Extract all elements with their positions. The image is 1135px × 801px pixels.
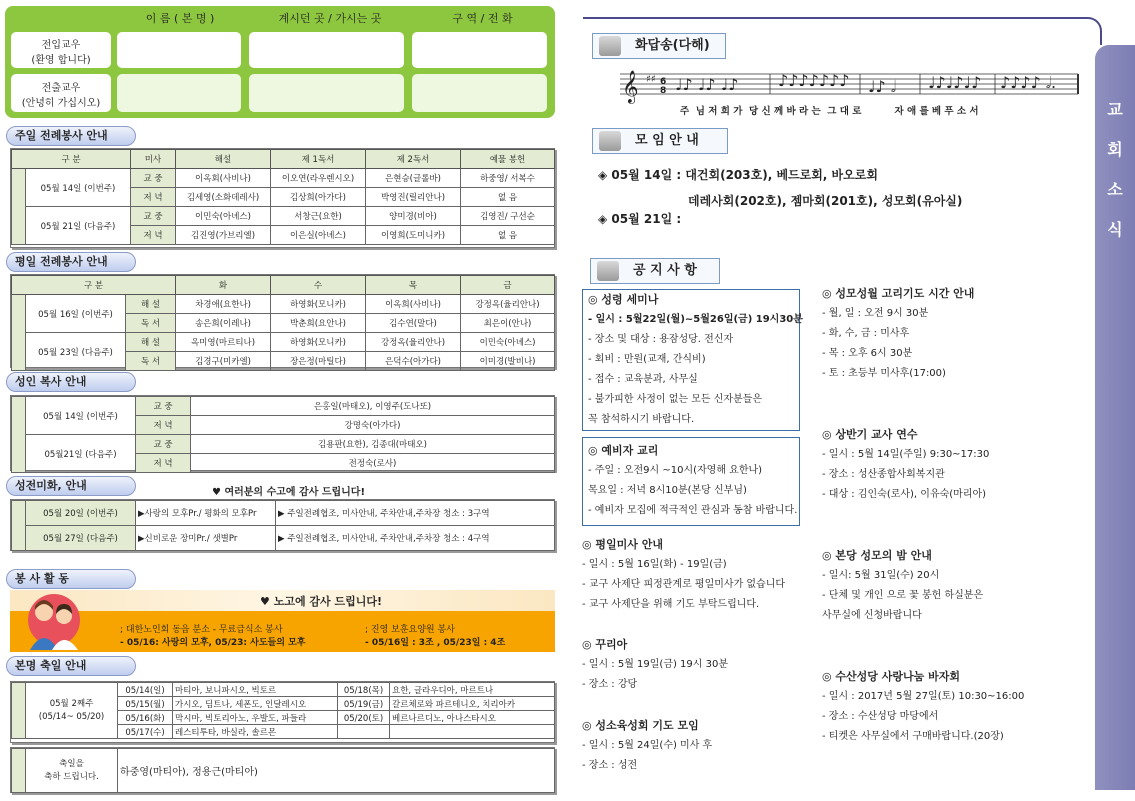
meetings-title-text: 모 임 안 내 (635, 133, 699, 148)
weekday-cell: 최은이(안나) (461, 314, 555, 333)
sunday-table (11, 149, 555, 245)
nameday-saints: 요한, 글라우디아, 마르트나 (390, 683, 555, 697)
adult-cell: 교 중 (136, 397, 191, 416)
adult-cell: 저 녁 (136, 416, 191, 435)
music-notation-icon (620, 66, 1080, 106)
sunday-cell: 교 중 (131, 169, 176, 188)
notice-line: - 회비 : 만원(교재, 간식비) (588, 354, 706, 365)
notice-line: - 일시 : 2017년 5월 27일(토) 10:30~16:00 (822, 691, 1025, 702)
jesus-portrait-icon (599, 36, 621, 56)
sunday-cell: 김영진/ 구선순 (461, 207, 555, 226)
adult-title: 성인 복사 안내 (6, 372, 136, 392)
notice-line: 꼭 참석하시기 바랍니다. (588, 414, 695, 425)
nameday-saints: 레스티투타, 바실라, 솔르몬 (173, 725, 338, 739)
adult-cell: 저 녁 (136, 454, 191, 473)
notice-line: - 불가피한 사정이 없는 모든 신자분들은 (588, 394, 763, 405)
family-illustration (16, 592, 90, 652)
meetings-line-2: 데레사회(202호), 젬마회(201호), 성모회(유아실) (688, 194, 963, 208)
sunday-cell: 김세영(소화데레사) (176, 188, 271, 207)
spacer (12, 295, 26, 371)
svg-text:♩♪ ♩♪ ♩♪: ♩♪ ♩♪ ♩♪ (675, 75, 739, 94)
adult-cell: 전정숙(로사) (191, 454, 555, 473)
svg-text:♩♪♩♪♩♪: ♩♪♩♪♩♪ (928, 73, 982, 92)
response-title (592, 33, 726, 59)
spacer (12, 749, 26, 793)
weekday-cell: 독 서 (126, 314, 176, 333)
side-tab-char: 소 (1107, 180, 1123, 199)
weekday-cell: 장은정(마틸다) (271, 352, 366, 371)
weekday-table (11, 275, 555, 371)
outgoing-place-cell (249, 74, 404, 112)
service-title: 봉 사 활 동 (6, 569, 136, 589)
music-staff (620, 66, 1080, 106)
service-right-2: - 05/16일 : 3조 , 05/23일 : 4조 (365, 638, 506, 648)
nameday-date: 05/19(금) (338, 697, 390, 711)
nameday-saints: 가시오, 딤트나, 세폰도, 인달레시오 (173, 697, 338, 711)
notice-head: ◎ 꾸리아 (582, 638, 628, 651)
notices-title-text: 공 지 사 항 (633, 263, 697, 278)
adult-cell: 강명숙(아가다) (191, 416, 555, 435)
sunday-week-date: 05월 14일 (이번주) (26, 169, 131, 207)
notice-line: - 일시 : 5월 16일(화) - 19일(금) (582, 559, 727, 570)
weekday-cell: 해 설 (126, 295, 176, 314)
sunday-cell: 이영희(도미니카) (366, 226, 461, 245)
incoming-place-cell (249, 32, 404, 68)
nameday-date: 05/17(수) (118, 725, 173, 739)
service-left-2: - 05/16: 사랑의 모후, 05/23: 사도들의 모후 (120, 638, 306, 648)
notice-marian-night (822, 546, 983, 626)
notice-line: - 일시 : 5월22일(월)~5월26일(금) 19시30분 (588, 314, 803, 325)
nameday-title: 본명 축일 안내 (6, 656, 136, 676)
weekday-cell: 이민숙(아녜스) (461, 333, 555, 352)
weekday-cell: 하영화(모니카) (271, 333, 366, 352)
incoming-district-cell (412, 32, 547, 68)
notice-line: - 주일 : 오전9시 ~10시(자영해 요한나) (588, 465, 763, 476)
notice-head: ◎ 성령 세미나 (588, 293, 659, 306)
family-icon (16, 592, 90, 652)
adult-cell: 은홍일(마태오), 이영주(도나또) (191, 397, 555, 416)
greeting-box (5, 6, 555, 118)
meetings-line-1: ◈ 05월 14일 : 대건회(203호), 베드로회, 바오로회 (598, 168, 878, 182)
nameday-saints: 마티아, 보니파시오, 빅토르 (173, 683, 338, 697)
adult-week-date: 05월21일 (다음주) (26, 435, 136, 473)
notice-line: - 장소 및 대상 : 용잠성당. 전신자 (588, 334, 734, 345)
spacer (12, 501, 26, 551)
service-left-1: ; 대한노인회 동읍 분소 - 무료급식소 봉사 (120, 625, 283, 635)
right-frame-top (583, 17, 1083, 19)
notice-line: - 장소 : 강당 (582, 679, 638, 690)
notice-line: - 일시 : 5월 19일(금) 19시 30분 (582, 659, 729, 670)
weekday-cell: 이미경(발비나) (461, 352, 555, 371)
sunday-cell: 김진영(가브리엘) (176, 226, 271, 245)
congrats-wrap (10, 747, 555, 793)
notice-line: - 교구 사제단 피정관계로 평일미사가 없습니다 (582, 579, 786, 590)
jesus-portrait-icon (597, 261, 619, 281)
notice-head: ◎ 상반기 교사 연수 (822, 428, 918, 441)
sunday-head-3: 제 1독서 (271, 150, 366, 169)
notice-line: - 토 : 초등부 미사후(17:00) (822, 368, 946, 379)
sunday-cell: 이오연(라우렌시오) (271, 169, 366, 188)
side-tab-char: 회 (1107, 140, 1123, 159)
side-tab-char: 식 (1107, 220, 1123, 239)
incoming-label (11, 32, 111, 68)
notice-line: - 예비자 모집에 적극적인 관심과 동참 바랍니다. (588, 505, 798, 516)
sunday-week-date: 05월 21일 (다음주) (26, 207, 131, 245)
weekday-cell: 은덕수(아가다) (366, 352, 461, 371)
svg-text:♪♪♪♪♪♪♪: ♪♪♪♪♪♪♪ (778, 71, 850, 90)
notice-seminar (588, 290, 803, 430)
adult-cell: 교 중 (136, 435, 191, 454)
response-lyrics: 주 님 저 희 가 당 신 께 바 라 는 그 대 로 자 애 를 베 푸 소 서 (680, 106, 979, 117)
notices-title (590, 258, 720, 284)
notice-line: - 단체 및 개인 으로 꽃 봉헌 하실분은 (822, 590, 984, 601)
notice-head: ◎ 성소육성회 기도 모임 (582, 719, 699, 732)
notice-line: - 일시 : 5월 14일(주일) 9:30~17:30 (822, 449, 990, 460)
weekday-head-3: 목 (366, 276, 461, 295)
svg-text:8: 8 (660, 86, 667, 96)
nameday-date: 05/20(토) (338, 711, 390, 725)
adult-cell: 김용판(요한), 김종대(마태오) (191, 435, 555, 454)
nameday-table-wrap (10, 681, 555, 743)
sunday-head-4: 제 2독서 (366, 150, 461, 169)
nameday-date (338, 725, 390, 739)
sunday-cell: 서창근(요한) (271, 207, 366, 226)
notice-line: - 교구 사제단을 위해 기도 부탁드립니다. (582, 599, 760, 610)
notice-vocation (582, 716, 712, 776)
notice-line: - 장소 : 성산종합사회복지관 (822, 469, 945, 480)
sunday-cell: 양미경(비아) (366, 207, 461, 226)
sunday-cell: 이민숙(아녜스) (176, 207, 271, 226)
cleaning-area: ▶ 주일전례협조, 미사안내, 주차안내,주차장 청소 : 3구역 (276, 501, 555, 526)
notice-line: 목요일 : 저녁 8시10분(본당 신부님) (588, 485, 747, 496)
incoming-name-cell (117, 32, 241, 68)
svg-text:♯♯: ♯♯ (646, 74, 656, 85)
cleaning-title: 성전미화, 안내 (6, 476, 136, 496)
notice-head: ◎ 성모성월 고리기도 시간 안내 (822, 287, 975, 300)
weekday-title: 평일 전례봉사 안내 (6, 252, 136, 272)
nameday-period (26, 683, 118, 739)
weekday-cell: 독 서 (126, 352, 176, 371)
cleaning-table (11, 500, 555, 551)
right-frame-corner (1080, 17, 1102, 45)
notice-line: - 티켓은 사무실에서 구매바랍니다.(20장) (822, 731, 1004, 742)
nameday-saints (390, 725, 555, 739)
sunday-cell: 없 음 (461, 226, 555, 245)
outgoing-label-2: (안녕히 가십시오) (21, 98, 101, 109)
congrats-people: 하중영(마티아), 정용근(마티아) (118, 749, 555, 793)
sunday-cell: 하중영/ 서복수 (461, 169, 555, 188)
sunday-cell: 은현승(글롤바) (366, 169, 461, 188)
weekday-cell: 김경구(미카엘) (176, 352, 271, 371)
weekday-head-1: 화 (176, 276, 271, 295)
notice-line: - 목 : 오후 6시 30분 (822, 348, 913, 359)
sunday-head-2: 해설 (176, 150, 271, 169)
side-tab (1095, 45, 1135, 790)
sunday-table-wrap (10, 148, 555, 248)
notice-line: - 월, 일 : 오전 9시 30분 (822, 308, 929, 319)
nameday-period-2: (05/14~ 05/20) (38, 711, 105, 722)
notice-line: - 화, 수, 금 : 미사후 (822, 328, 910, 339)
sunday-cell: 이은실(아녜스) (271, 226, 366, 245)
outgoing-label-1: 전출교우 (41, 83, 81, 94)
sunday-cell: 이옥회(사비나) (176, 169, 271, 188)
spacer (12, 169, 26, 245)
weekday-cell: 송은희(이레나) (176, 314, 271, 333)
response-title-text: 화답송(다해) (635, 38, 710, 53)
adult-table (11, 396, 555, 473)
weekday-cell: 해 설 (126, 333, 176, 352)
nameday-date: 05/15(월) (118, 697, 173, 711)
outgoing-district-cell (412, 74, 547, 112)
congrats-label (26, 749, 118, 793)
greeting-header-name: 이 름 ( 본 명 ) (145, 12, 215, 25)
weekday-head-0: 구 분 (12, 276, 176, 295)
cleaning-team: ▶신비로운 장미Pr./ 샛별Pr (136, 526, 276, 551)
weekday-cell: 이옥희(사비나) (366, 295, 461, 314)
notice-rosary (822, 284, 974, 384)
service-thanks: ♥ 노고에 감사 드립니다! (260, 595, 382, 608)
meetings-title (592, 128, 728, 154)
notice-bazaar (822, 667, 1024, 747)
meetings-line-3: ◈ 05월 21일 : (598, 212, 682, 226)
sunday-cell: 저 녁 (131, 188, 176, 207)
notice-curia (582, 635, 728, 695)
weekday-head-2: 수 (271, 276, 366, 295)
weekday-cell: 강정옥(율리안나) (461, 295, 555, 314)
outgoing-name-cell (117, 74, 241, 112)
cleaning-table-wrap (10, 499, 555, 551)
sunday-cell: 박영진(릴리안나) (366, 188, 461, 207)
sunday-cell: 없 음 (461, 188, 555, 207)
svg-text:♪♪♪♪ 𝅗𝅥.: ♪♪♪♪ 𝅗𝅥. (1000, 73, 1057, 92)
weekday-week-date: 05월 16일 (이번주) (26, 295, 126, 333)
weekday-cell: 김수연(말다) (366, 314, 461, 333)
notice-line: - 장소 : 성전 (582, 760, 638, 771)
notice-teacher (822, 425, 989, 505)
notice-weekday-mass (582, 535, 785, 615)
weekday-cell: 옥미영(마르티나) (176, 333, 271, 352)
spacer (12, 397, 26, 473)
cleaning-area: ▶ 주일전례협조, 미사안내, 주차안내,주차장 청소 : 4구역 (276, 526, 555, 551)
greeting-header-district: 구 역 / 전 화 (452, 12, 513, 25)
sunday-head-5: 예물 봉헌 (461, 150, 555, 169)
notice-head: ◎ 수산성당 사랑나눔 바자회 (822, 670, 960, 683)
cleaning-thanks: ♥ 여러분의 수고에 감사 드립니다! (212, 487, 366, 498)
adult-week-date: 05월 14일 (이번주) (26, 397, 136, 435)
nameday-date: 05/18(목) (338, 683, 390, 697)
notice-line: - 일시: 5월 31일(수) 20시 (822, 570, 940, 581)
sunday-head-0: 구 분 (12, 150, 131, 169)
svg-text:𝄞: 𝄞 (622, 70, 639, 103)
weekday-head-4: 금 (461, 276, 555, 295)
cleaning-date: 05월 20일 (이번주) (26, 501, 136, 526)
nameday-saints: 갈르체로와 파르테니오, 치리아카 (390, 697, 555, 711)
weekday-week-date: 05월 23일 (다음주) (26, 333, 126, 371)
notice-head: ◎ 평일미사 안내 (582, 538, 664, 551)
sunday-cell: 저 녁 (131, 226, 176, 245)
weekday-cell: 강정옥(율리안나) (366, 333, 461, 352)
svg-text:♩♪ 𝅗𝅥: ♩♪ 𝅗𝅥 (868, 77, 896, 96)
notice-line: - 접수 : 교육분과, 사무실 (588, 374, 698, 385)
svg-text:6: 6 (660, 77, 667, 87)
incoming-label-1: 전입교우 (41, 40, 81, 51)
service-right-1: ; 진영 보훈요양원 봉사 (365, 625, 455, 635)
congrats-table (11, 748, 555, 793)
sunday-head-1: 미사 (131, 150, 176, 169)
notice-head: ◎ 예비자 교리 (588, 444, 659, 457)
cleaning-date: 05월 27일 (다음주) (26, 526, 136, 551)
adult-table-wrap (10, 395, 555, 471)
nameday-date: 05/16(화) (118, 711, 173, 725)
nameday-saints: 막시마, 빅토리아노, 우발도, 파들라 (173, 711, 338, 725)
weekday-table-wrap (10, 274, 555, 368)
notice-line: - 일시 : 5월 24일(수) 미사 후 (582, 740, 713, 751)
sunday-cell: 김상희(아가다) (271, 188, 366, 207)
congrats-label-2: 축하 드립니다. (44, 771, 99, 782)
notice-head: ◎ 본당 성모의 밤 안내 (822, 549, 932, 562)
notice-line: 사무실에 신청바랍니다 (822, 610, 922, 621)
nameday-saints: 베르나르디노, 아나스타시오 (390, 711, 555, 725)
sunday-cell: 교 중 (131, 207, 176, 226)
notice-line: - 장소 : 수산성당 마당에서 (822, 711, 939, 722)
congrats-label-1: 축일을 (59, 758, 84, 769)
cleaning-team: ▶사랑의 모후Pr./ 평화의 모후Pr (136, 501, 276, 526)
jesus-portrait-icon (599, 131, 621, 151)
sunday-title: 주일 전례봉사 안내 (6, 126, 136, 146)
nameday-table (11, 682, 555, 739)
weekday-cell: 박춘희(요안나) (271, 314, 366, 333)
notice-catechumen (588, 441, 797, 521)
outgoing-label (11, 74, 111, 112)
greeting-header-place: 계시던 곳 / 가시는 곳 (278, 12, 382, 25)
spacer (12, 683, 26, 739)
weekday-cell: 차경애(요한나) (176, 295, 271, 314)
nameday-period-1: 05월 2째주 (49, 698, 94, 709)
side-tab-char: 교 (1107, 100, 1123, 119)
weekday-cell: 하영화(모니카) (271, 295, 366, 314)
incoming-label-2: (환영 합니다) (31, 55, 91, 66)
nameday-date: 05/14(일) (118, 683, 173, 697)
notice-line: - 대상 : 김인숙(로사), 이유숙(마리아) (822, 489, 987, 500)
